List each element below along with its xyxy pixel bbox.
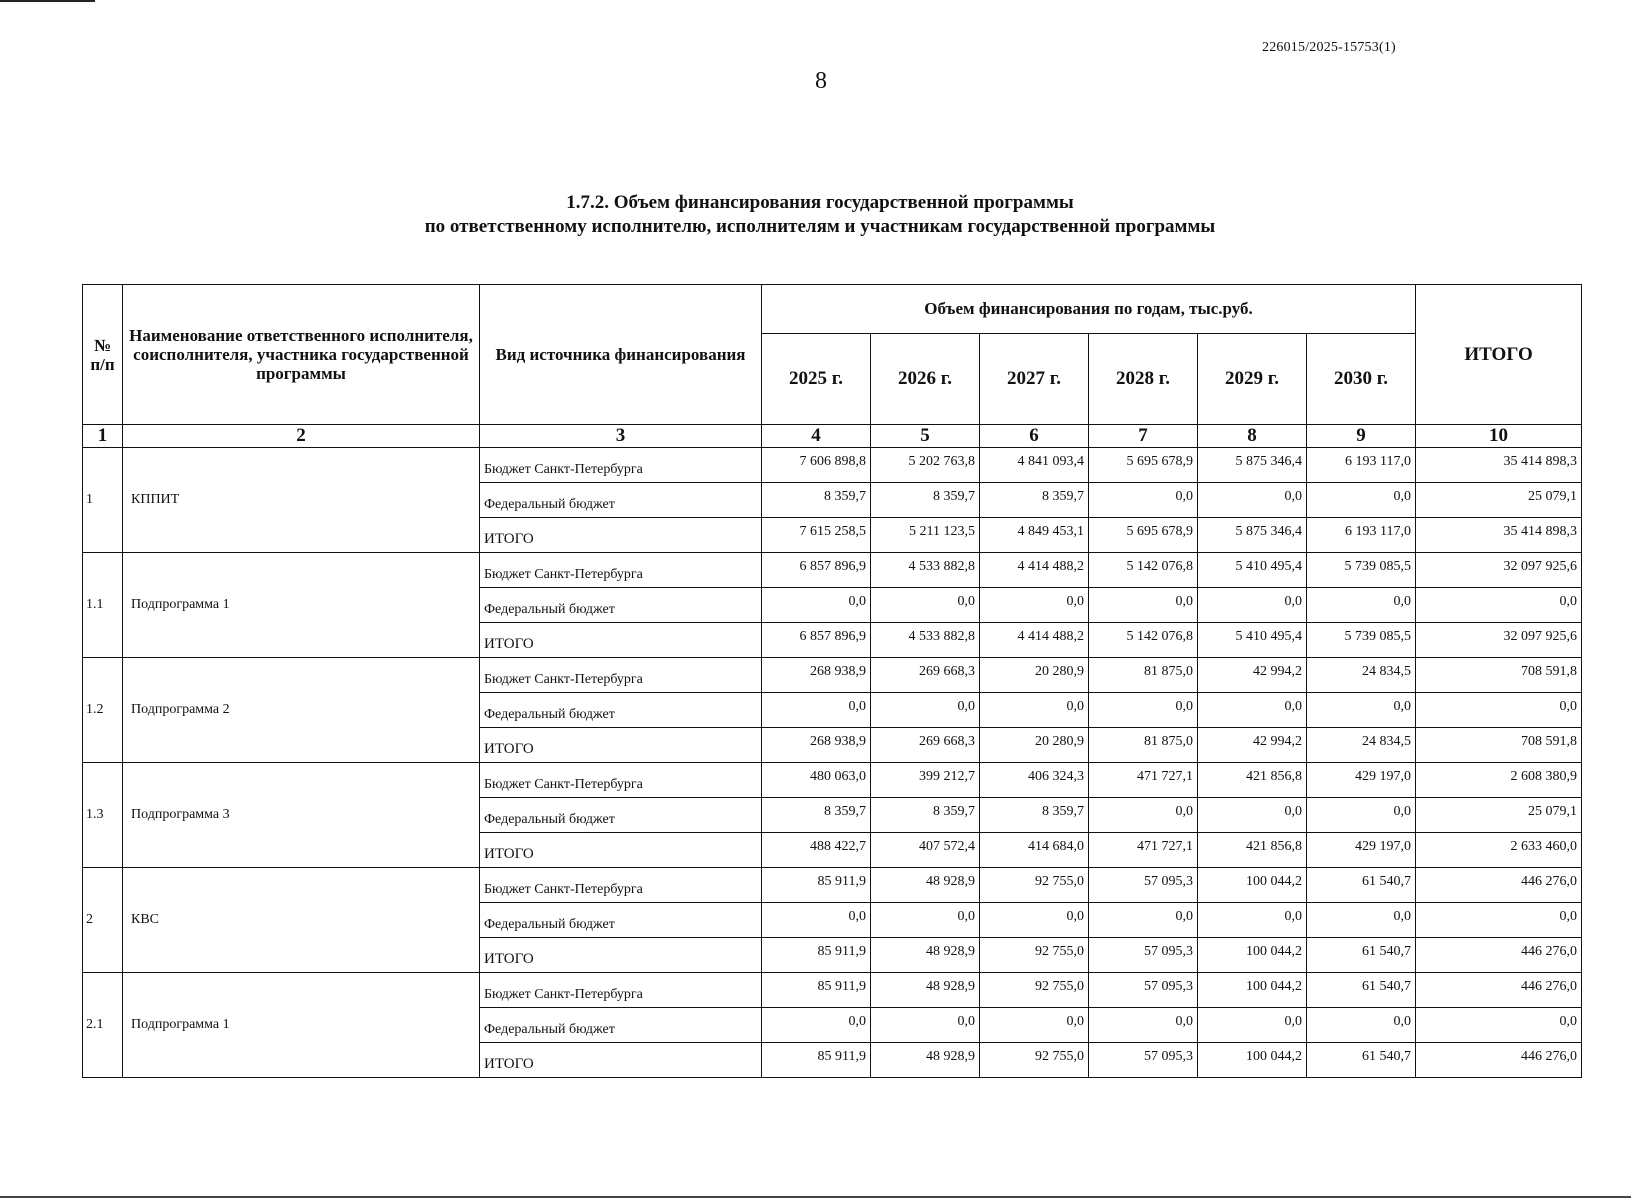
- year-value-cell: 7 615 258,5: [762, 518, 871, 553]
- year-value-cell: 0,0: [871, 693, 980, 728]
- year-value-cell: 421 856,8: [1198, 763, 1307, 798]
- row-total-cell: 0,0: [1416, 693, 1582, 728]
- year-value-cell: 0,0: [980, 903, 1089, 938]
- header-total: ИТОГО: [1416, 285, 1582, 425]
- year-value-cell: 0,0: [980, 588, 1089, 623]
- column-index: 1: [83, 425, 123, 448]
- year-value-cell: 100 044,2: [1198, 973, 1307, 1008]
- row-number: 1: [83, 448, 123, 553]
- year-value-cell: 61 540,7: [1307, 938, 1416, 973]
- year-value-cell: 471 727,1: [1089, 833, 1198, 868]
- column-index: 7: [1089, 425, 1198, 448]
- column-index: 2: [123, 425, 480, 448]
- header-year: 2025 г.: [762, 334, 871, 425]
- year-value-cell: 4 414 488,2: [980, 553, 1089, 588]
- funding-source: Федеральный бюджет: [480, 483, 762, 518]
- header-year: 2026 г.: [871, 334, 980, 425]
- year-value-cell: 20 280,9: [980, 728, 1089, 763]
- executor-name: Подпрограмма 2: [123, 658, 480, 763]
- year-value-cell: 5 739 085,5: [1307, 553, 1416, 588]
- column-index: 9: [1307, 425, 1416, 448]
- year-value-cell: 48 928,9: [871, 1043, 980, 1078]
- executor-name: Подпрограмма 1: [123, 973, 480, 1078]
- table-row: [83, 868, 1582, 903]
- year-value-cell: 8 359,7: [980, 798, 1089, 833]
- header-year: 2029 г.: [1198, 334, 1307, 425]
- year-value-cell: 269 668,3: [871, 658, 980, 693]
- year-value-cell: 5 142 076,8: [1089, 553, 1198, 588]
- year-value-cell: 429 197,0: [1307, 763, 1416, 798]
- funding-source: Бюджет Санкт-Петербурга: [480, 868, 762, 903]
- row-total-cell: 446 276,0: [1416, 938, 1582, 973]
- year-value-cell: 48 928,9: [871, 938, 980, 973]
- header-funding-by-years: Объем финансирования по годам, тыс.руб.: [762, 285, 1416, 334]
- year-value-cell: 57 095,3: [1089, 868, 1198, 903]
- funding-source: Бюджет Санкт-Петербурга: [480, 448, 762, 483]
- row-number: 1.3: [83, 763, 123, 868]
- year-value-cell: 81 875,0: [1089, 728, 1198, 763]
- funding-source: ИТОГО: [480, 518, 762, 553]
- year-value-cell: 0,0: [1198, 903, 1307, 938]
- year-value-cell: 61 540,7: [1307, 868, 1416, 903]
- document-id: 226015/2025-15753(1): [1262, 40, 1396, 55]
- year-value-cell: 61 540,7: [1307, 1043, 1416, 1078]
- funding-source: ИТОГО: [480, 623, 762, 658]
- row-total-cell: 708 591,8: [1416, 728, 1582, 763]
- header-year: 2028 г.: [1089, 334, 1198, 425]
- year-value-cell: 0,0: [1198, 693, 1307, 728]
- year-value-cell: 92 755,0: [980, 868, 1089, 903]
- year-value-cell: 92 755,0: [980, 1043, 1089, 1078]
- scan-edge-line: [0, 1196, 1631, 1198]
- year-value-cell: 406 324,3: [980, 763, 1089, 798]
- year-value-cell: 269 668,3: [871, 728, 980, 763]
- year-value-cell: 85 911,9: [762, 938, 871, 973]
- year-value-cell: 57 095,3: [1089, 1043, 1198, 1078]
- funding-source: Федеральный бюджет: [480, 588, 762, 623]
- year-value-cell: 0,0: [1307, 483, 1416, 518]
- row-total-cell: 32 097 925,6: [1416, 553, 1582, 588]
- year-value-cell: 0,0: [1089, 483, 1198, 518]
- column-index: 5: [871, 425, 980, 448]
- year-value-cell: 0,0: [762, 588, 871, 623]
- year-value-cell: 85 911,9: [762, 973, 871, 1008]
- year-value-cell: 4 414 488,2: [980, 623, 1089, 658]
- funding-source: Бюджет Санкт-Петербурга: [480, 553, 762, 588]
- year-value-cell: 471 727,1: [1089, 763, 1198, 798]
- row-total-cell: 446 276,0: [1416, 973, 1582, 1008]
- year-value-cell: 488 422,7: [762, 833, 871, 868]
- year-value-cell: 480 063,0: [762, 763, 871, 798]
- year-value-cell: 100 044,2: [1198, 868, 1307, 903]
- year-value-cell: 8 359,7: [871, 483, 980, 518]
- document-title: 1.7.2. Объем финансирования государственной программы: [566, 192, 1074, 213]
- year-value-cell: 4 841 093,4: [980, 448, 1089, 483]
- row-total-cell: 32 097 925,6: [1416, 623, 1582, 658]
- row-number: 2.1: [83, 973, 123, 1078]
- year-value-cell: 5 410 495,4: [1198, 553, 1307, 588]
- year-value-cell: 0,0: [1307, 1008, 1416, 1043]
- year-value-cell: 92 755,0: [980, 938, 1089, 973]
- row-total-cell: 25 079,1: [1416, 798, 1582, 833]
- funding-source: Бюджет Санкт-Петербурга: [480, 973, 762, 1008]
- row-number: 2: [83, 868, 123, 973]
- header-year: 2030 г.: [1307, 334, 1416, 425]
- year-value-cell: 57 095,3: [1089, 938, 1198, 973]
- year-value-cell: 24 834,5: [1307, 658, 1416, 693]
- column-index: 8: [1198, 425, 1307, 448]
- year-value-cell: 5 202 763,8: [871, 448, 980, 483]
- year-value-cell: 4 533 882,8: [871, 553, 980, 588]
- row-total-cell: 35 414 898,3: [1416, 518, 1582, 553]
- year-value-cell: 0,0: [762, 1008, 871, 1043]
- year-value-cell: 0,0: [1307, 693, 1416, 728]
- table-row: [83, 658, 1582, 693]
- year-value-cell: 5 410 495,4: [1198, 623, 1307, 658]
- year-value-cell: 0,0: [1198, 588, 1307, 623]
- executor-name: Подпрограмма 1: [123, 553, 480, 658]
- funding-table-body: [83, 448, 1582, 1078]
- page-number: 8: [815, 68, 827, 94]
- funding-source: Федеральный бюджет: [480, 693, 762, 728]
- year-value-cell: 85 911,9: [762, 868, 871, 903]
- year-value-cell: 24 834,5: [1307, 728, 1416, 763]
- year-value-cell: 100 044,2: [1198, 1043, 1307, 1078]
- header-year: 2027 г.: [980, 334, 1089, 425]
- year-value-cell: 0,0: [871, 903, 980, 938]
- table-row: [83, 973, 1582, 1008]
- year-value-cell: 8 359,7: [762, 483, 871, 518]
- year-value-cell: 48 928,9: [871, 868, 980, 903]
- year-value-cell: 0,0: [762, 903, 871, 938]
- year-value-cell: 20 280,9: [980, 658, 1089, 693]
- year-value-cell: 8 359,7: [871, 798, 980, 833]
- year-value-cell: 0,0: [1089, 588, 1198, 623]
- year-value-cell: 7 606 898,8: [762, 448, 871, 483]
- year-value-cell: 48 928,9: [871, 973, 980, 1008]
- header-funding-source: Вид источника финансирования: [480, 285, 762, 425]
- funding-source: ИТОГО: [480, 938, 762, 973]
- year-value-cell: 0,0: [871, 1008, 980, 1043]
- year-value-cell: 0,0: [1089, 1008, 1198, 1043]
- executor-name: Подпрограмма 3: [123, 763, 480, 868]
- year-value-cell: 0,0: [1198, 1008, 1307, 1043]
- year-value-cell: 0,0: [1089, 798, 1198, 833]
- row-total-cell: 2 633 460,0: [1416, 833, 1582, 868]
- executor-name: КППИТ: [123, 448, 480, 553]
- row-total-cell: 35 414 898,3: [1416, 448, 1582, 483]
- year-value-cell: 0,0: [980, 1008, 1089, 1043]
- funding-source: Бюджет Санкт-Петербурга: [480, 658, 762, 693]
- column-index: 10: [1416, 425, 1582, 448]
- year-value-cell: 407 572,4: [871, 833, 980, 868]
- executor-name: КВС: [123, 868, 480, 973]
- year-value-cell: 421 856,8: [1198, 833, 1307, 868]
- year-value-cell: 6 193 117,0: [1307, 448, 1416, 483]
- header-number: № п/п: [83, 285, 123, 425]
- year-value-cell: 5 142 076,8: [1089, 623, 1198, 658]
- row-total-cell: 0,0: [1416, 903, 1582, 938]
- row-total-cell: 0,0: [1416, 588, 1582, 623]
- row-number: 1.1: [83, 553, 123, 658]
- column-index: 6: [980, 425, 1089, 448]
- funding-source: ИТОГО: [480, 833, 762, 868]
- year-value-cell: 6 857 896,9: [762, 623, 871, 658]
- row-number: 1.2: [83, 658, 123, 763]
- year-value-cell: 429 197,0: [1307, 833, 1416, 868]
- year-value-cell: 81 875,0: [1089, 658, 1198, 693]
- year-value-cell: 0,0: [1198, 483, 1307, 518]
- funding-source: Бюджет Санкт-Петербурга: [480, 763, 762, 798]
- year-value-cell: 0,0: [871, 588, 980, 623]
- row-total-cell: 708 591,8: [1416, 658, 1582, 693]
- year-value-cell: 5 211 123,5: [871, 518, 980, 553]
- row-total-cell: 2 608 380,9: [1416, 763, 1582, 798]
- year-value-cell: 0,0: [980, 693, 1089, 728]
- year-value-cell: 414 684,0: [980, 833, 1089, 868]
- table-row: [83, 763, 1582, 798]
- year-value-cell: 85 911,9: [762, 1043, 871, 1078]
- year-value-cell: 61 540,7: [1307, 973, 1416, 1008]
- row-total-cell: 446 276,0: [1416, 1043, 1582, 1078]
- year-value-cell: 268 938,9: [762, 728, 871, 763]
- year-value-cell: 6 857 896,9: [762, 553, 871, 588]
- funding-source: Федеральный бюджет: [480, 903, 762, 938]
- header-executor-name: Наименование ответственного исполнителя, соисполнителя, участника государственной программы: [123, 285, 480, 425]
- funding-source: ИТОГО: [480, 728, 762, 763]
- year-value-cell: 399 212,7: [871, 763, 980, 798]
- row-total-cell: 0,0: [1416, 1008, 1582, 1043]
- funding-source: ИТОГО: [480, 1043, 762, 1078]
- year-value-cell: 4 533 882,8: [871, 623, 980, 658]
- year-value-cell: 8 359,7: [762, 798, 871, 833]
- year-value-cell: 4 849 453,1: [980, 518, 1089, 553]
- document-subtitle: по ответственному исполнителю, исполнителям и участникам государственной программы: [424, 216, 1216, 237]
- year-value-cell: 0,0: [1089, 903, 1198, 938]
- year-value-cell: 5 739 085,5: [1307, 623, 1416, 658]
- year-value-cell: 0,0: [1089, 693, 1198, 728]
- year-value-cell: 8 359,7: [980, 483, 1089, 518]
- funding-source: Федеральный бюджет: [480, 1008, 762, 1043]
- row-total-cell: 25 079,1: [1416, 483, 1582, 518]
- year-value-cell: 0,0: [762, 693, 871, 728]
- column-index: 4: [762, 425, 871, 448]
- year-value-cell: 0,0: [1198, 798, 1307, 833]
- year-value-cell: 0,0: [1307, 798, 1416, 833]
- table-row: [83, 553, 1582, 588]
- year-value-cell: 5 695 678,9: [1089, 518, 1198, 553]
- year-value-cell: 5 875 346,4: [1198, 448, 1307, 483]
- table-row: [83, 448, 1582, 483]
- year-value-cell: 100 044,2: [1198, 938, 1307, 973]
- funding-source: Федеральный бюджет: [480, 798, 762, 833]
- year-value-cell: 268 938,9: [762, 658, 871, 693]
- scan-edge-line: [0, 0, 95, 2]
- year-value-cell: 0,0: [1307, 588, 1416, 623]
- column-index: 3: [480, 425, 762, 448]
- year-value-cell: 6 193 117,0: [1307, 518, 1416, 553]
- year-value-cell: 42 994,2: [1198, 728, 1307, 763]
- year-value-cell: 5 875 346,4: [1198, 518, 1307, 553]
- year-value-cell: 0,0: [1307, 903, 1416, 938]
- year-value-cell: 42 994,2: [1198, 658, 1307, 693]
- funding-table: [82, 284, 1582, 1078]
- year-value-cell: 57 095,3: [1089, 973, 1198, 1008]
- year-value-cell: 92 755,0: [980, 973, 1089, 1008]
- year-value-cell: 5 695 678,9: [1089, 448, 1198, 483]
- row-total-cell: 446 276,0: [1416, 868, 1582, 903]
